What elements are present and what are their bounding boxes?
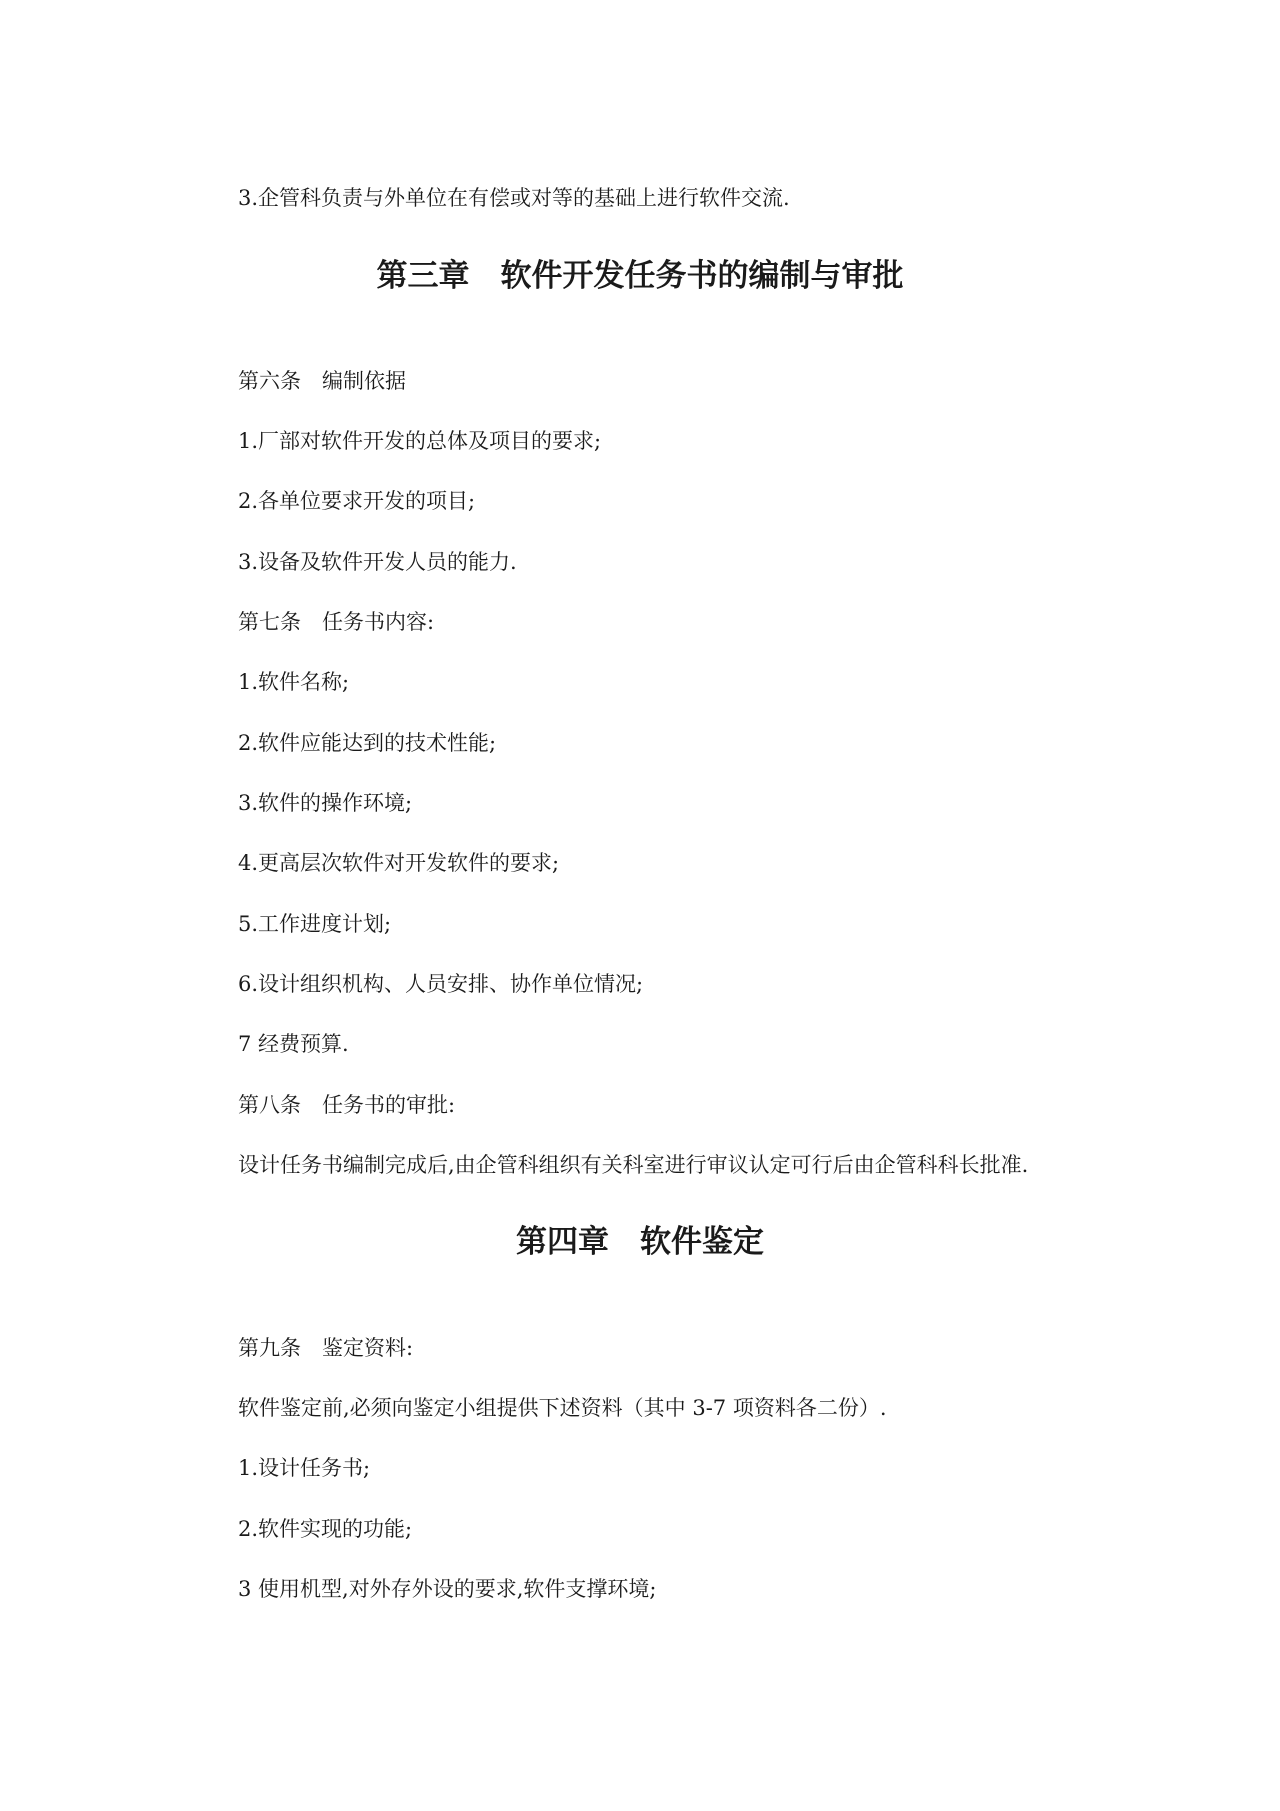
article-8-body: 设计任务书编制完成后,由企管科组织有关科室进行审议认定可行后由企管科科长批准. (238, 1153, 1029, 1177)
article-7-item-7: 7 经费预算. (238, 1032, 349, 1056)
article-8-heading: 第八条 任务书的审批: (238, 1093, 456, 1117)
article-7-item-5: 5.工作进度计划; (238, 912, 392, 936)
article-9-item-1: 1.设计任务书; (238, 1456, 371, 1480)
article-9-heading: 第九条 鉴定资料: (238, 1336, 414, 1360)
article-9-item-3: 3 使用机型,对外存外设的要求,软件支撑环境; (238, 1577, 657, 1601)
article-7-item-6: 6.设计组织机构、人员安排、协作单位情况; (238, 972, 644, 996)
paragraph-top-line: 3.企管科负责与外单位在有偿或对等的基础上进行软件交流. (238, 186, 790, 210)
article-7-item-2: 2.软件应能达到的技术性能; (238, 731, 497, 755)
article-7-item-4: 4.更高层次软件对开发软件的要求; (238, 851, 560, 875)
article-6-item-3: 3.设备及软件开发人员的能力. (238, 550, 517, 574)
article-9-item-2: 2.软件实现的功能; (238, 1517, 413, 1541)
chapter-4-title: 第四章 软件鉴定 (516, 1224, 764, 1260)
chapter-3-title: 第三章 软件开发任务书的编制与审批 (376, 258, 904, 294)
article-7-item-3: 3.软件的操作环境; (238, 791, 413, 815)
article-9-intro: 软件鉴定前,必须向鉴定小组提供下述资料（其中 3-7 项资料各二份）. (238, 1396, 887, 1420)
article-7-heading: 第七条 任务书内容: (238, 610, 435, 634)
article-7-item-1: 1.软件名称; (238, 670, 350, 694)
article-6-item-1: 1.厂部对软件开发的总体及项目的要求; (238, 429, 602, 453)
article-6-heading: 第六条 编制依据 (238, 369, 406, 393)
article-6-item-2: 2.各单位要求开发的项目; (238, 489, 476, 513)
